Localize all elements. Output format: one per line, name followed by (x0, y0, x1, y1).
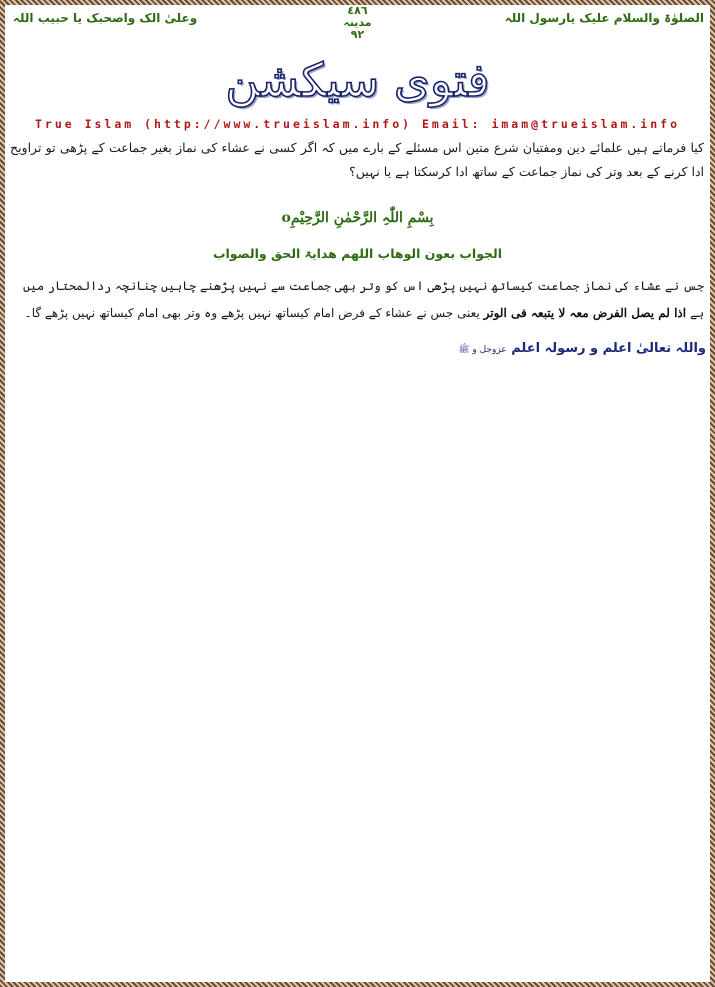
answer-text (10, 273, 704, 327)
page-title: فتوی سیکشن (225, 53, 490, 107)
answer-part2: یعنی جس نے عشاء کے فرض امام کیساتھ نہیں پڑھے وہ وتر بھی امام کیساتھ نہیں پڑھے گا۔ (24, 306, 480, 320)
answer-heading: الجواب بعون الوھاب اللھم ھدایۃ الحق والصواب (212, 246, 503, 261)
closing-text: واللہ تعالیٰ اعلم و رسولہ اعلم (511, 341, 706, 356)
page (5, 5, 710, 982)
salutation-left: وعلیٰ الک واصحبک یا حبیب اللہ (13, 11, 198, 25)
salutation-right: الصلوٰۃ والسلام علیک یارسول اللہ (504, 11, 704, 25)
madina-text: مدینہ (343, 16, 372, 29)
question-text: کیا فرماتے ہیں علمائے دین ومفتیان شرع متین اس مسئلے کے بارے میں کہ اگر کسی نے عشاء کی نماز بغیر جماعت کے پڑھی تو تراویح ادا کرنے کے بعد وتر کی نماز جماعت کے ساتھ ادا کرسکتا ہے یا نہیں؟ (10, 140, 704, 179)
bismillah: بِسْمِ اللّٰہِ الرَّحْمٰنِ الرَّحِیْمِo (281, 210, 434, 226)
answer-arabic-quote: اذا لم یصل الفرض معہ لا یتبعہ فی الوتر (483, 306, 687, 320)
number-bottom: ٩٢ (350, 28, 365, 41)
closing-salutation: عزوجل و ﷺ (458, 345, 507, 355)
number-top: ٤٨٦ (347, 5, 368, 17)
answer-part1: جس نے عشاء کی نماز جماعت کیساتھ نہیں پڑھی اس کو وتر بھی جماعت سے نہیں پڑھنے چاہیں چنانچہ ردالمحتار میں ہے (23, 279, 704, 320)
closing-line (459, 341, 706, 357)
contact-line: True Islam (http://www.trueislam.info) Email: imam@trueislam.info (34, 117, 681, 131)
